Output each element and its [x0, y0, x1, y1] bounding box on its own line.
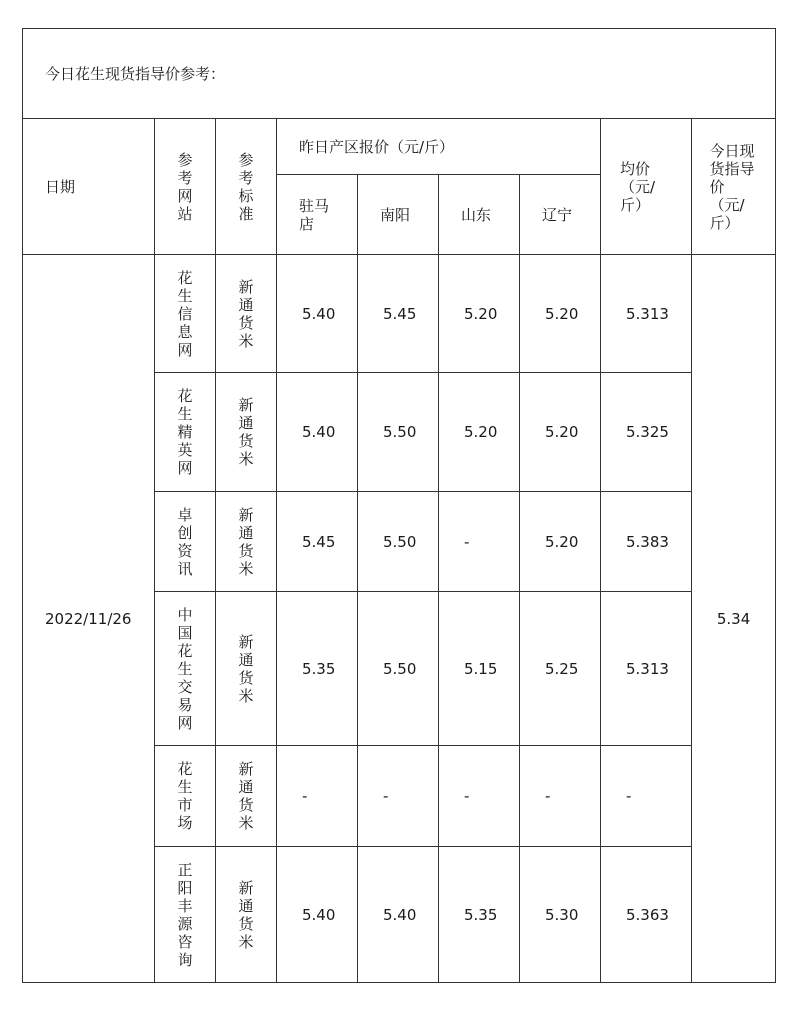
site-cell: 花生精英网 — [155, 373, 216, 492]
avg-cell: 5.363 — [601, 847, 692, 983]
avg-cell: 5.313 — [601, 592, 692, 746]
table-title: 今日花生现货指导价参考： — [23, 29, 776, 119]
header-row-1 — [23, 119, 776, 175]
header-avg: 均价（元/斤） — [601, 119, 692, 255]
standard-cell: 新通货米 — [216, 746, 277, 847]
price-cell: 5.30 — [520, 847, 601, 983]
price-cell: 5.35 — [439, 847, 520, 983]
price-cell: 5.50 — [358, 373, 439, 492]
price-cell: - — [358, 746, 439, 847]
price-cell: 5.25 — [520, 592, 601, 746]
table-row — [23, 255, 776, 373]
price-cell: 5.20 — [520, 255, 601, 373]
standard-cell: 新通货米 — [216, 492, 277, 592]
price-cell: 5.40 — [277, 847, 358, 983]
price-cell: 5.40 — [277, 373, 358, 492]
price-cell: 5.35 — [277, 592, 358, 746]
header-standard: 参考标准 — [216, 119, 277, 255]
standard-cell: 新通货米 — [216, 847, 277, 983]
header-region-shandong: 山东 — [439, 175, 520, 255]
header-region-zhumadian: 驻马店 — [277, 175, 358, 255]
price-cell: 5.45 — [277, 492, 358, 592]
price-cell: - — [277, 746, 358, 847]
peanut-price-table — [22, 28, 776, 983]
price-cell: - — [439, 746, 520, 847]
standard-cell: 新通货米 — [216, 373, 277, 492]
site-cell: 卓创资讯 — [155, 492, 216, 592]
price-cell: 5.45 — [358, 255, 439, 373]
price-cell: 5.40 — [358, 847, 439, 983]
price-cell: 5.15 — [439, 592, 520, 746]
avg-cell: 5.325 — [601, 373, 692, 492]
site-cell: 花生市场 — [155, 746, 216, 847]
header-guide: 今日现货指导价（元/斤） — [692, 119, 776, 255]
price-cell: 5.50 — [358, 592, 439, 746]
price-cell: 5.20 — [520, 492, 601, 592]
avg-cell: - — [601, 746, 692, 847]
header-site: 参考网站 — [155, 119, 216, 255]
header-region-nanyang: 南阳 — [358, 175, 439, 255]
price-cell: - — [520, 746, 601, 847]
price-cell: 5.20 — [439, 255, 520, 373]
date-cell: 2022/11/26 — [23, 255, 155, 983]
standard-cell: 新通货米 — [216, 592, 277, 746]
price-cell: 5.20 — [520, 373, 601, 492]
guide-price-cell: 5.34 — [692, 255, 776, 983]
price-cell: 5.50 — [358, 492, 439, 592]
avg-cell: 5.313 — [601, 255, 692, 373]
avg-cell: 5.383 — [601, 492, 692, 592]
header-yesterday-group: 昨日产区报价（元/斤） — [277, 119, 601, 175]
price-cell: 5.20 — [439, 373, 520, 492]
price-cell: 5.40 — [277, 255, 358, 373]
standard-cell: 新通货米 — [216, 255, 277, 373]
header-date: 日期 — [23, 119, 155, 255]
price-cell: - — [439, 492, 520, 592]
title-row — [23, 29, 776, 119]
site-cell: 中国花生交易网 — [155, 592, 216, 746]
site-cell: 花生信息网 — [155, 255, 216, 373]
header-region-liaoning: 辽宁 — [520, 175, 601, 255]
site-cell: 正阳丰源咨询 — [155, 847, 216, 983]
